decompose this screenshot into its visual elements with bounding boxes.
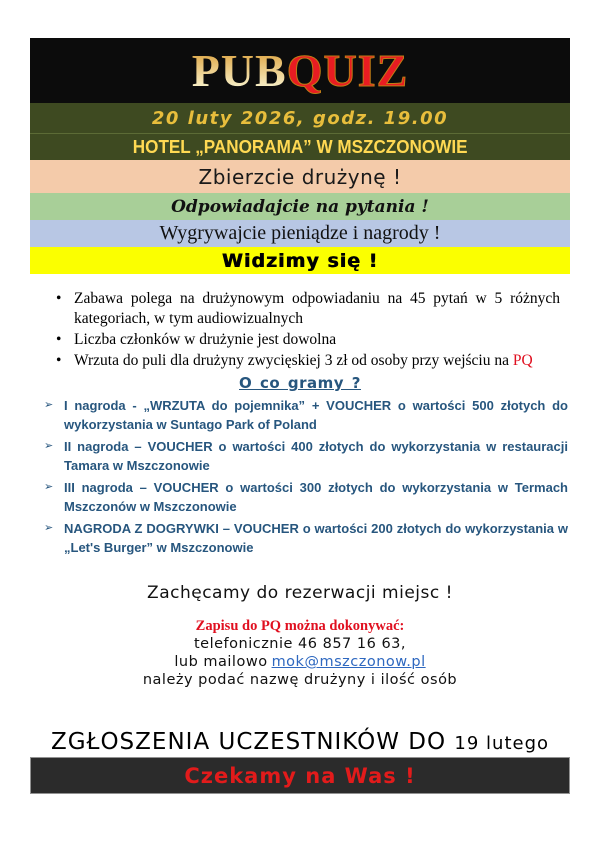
closing-text: Czekamy na Was ! bbox=[184, 763, 416, 788]
rule-text bbox=[74, 330, 560, 350]
phone-line: telefonicznie 46 857 16 63, bbox=[193, 636, 407, 652]
prize-item bbox=[44, 519, 568, 557]
answer-band bbox=[30, 193, 570, 220]
mail-prefix: lub mailowo bbox=[174, 654, 268, 670]
prizes-heading: O co gramy ? bbox=[239, 374, 361, 392]
answer-slogan: Odpowiadajcie na pytania ! bbox=[171, 196, 429, 217]
see-you-band bbox=[30, 247, 570, 274]
arrow-bullet-icon: ➢ bbox=[44, 522, 54, 534]
prize-item bbox=[44, 478, 568, 516]
arrow-bullet-icon: ➢ bbox=[44, 481, 54, 493]
prize-text: I nagroda - „WRZUTA do pojemnika” + VOUCHER o wartości 500 złotych do wykorzystania w Suntago Park of Poland bbox=[64, 398, 568, 432]
arrow-bullet-icon: ➢ bbox=[44, 440, 54, 452]
team-band bbox=[30, 160, 570, 193]
prize-text: III nagroda – VOUCHER o wartości 300 złotych do wykorzystania w Termach Mszczonów w Mszczonowie bbox=[64, 480, 568, 514]
rule-item bbox=[52, 330, 560, 350]
deadline-date: 19 lutego bbox=[454, 733, 550, 754]
event-venue: HOTEL „PANORAMA” W MSZCZONOWIE bbox=[132, 136, 468, 157]
reservation-invite: Zachęcamy do rezerwacji miejsc ! bbox=[147, 583, 453, 603]
rule-text-main: Liczba członków w drużynie jest dowolna bbox=[74, 331, 337, 348]
prize-text: NAGRODA Z DOGRYWKI – VOUCHER o wartości 200 złotych do wykorzystania w „Let's Burger” w Mszczonowie bbox=[64, 521, 568, 555]
prize-item bbox=[44, 437, 568, 475]
see-you-slogan: Widzimy się ! bbox=[221, 249, 379, 272]
win-slogan: Wygrywajcie pieniądze i nagrody ! bbox=[159, 222, 441, 244]
deadline-line bbox=[30, 729, 570, 755]
date-band bbox=[30, 103, 570, 133]
bullet-icon: • bbox=[56, 352, 62, 369]
rules-list bbox=[52, 289, 560, 371]
rule-text-main: Wrzuta do puli dla drużyny zwycięskiej 3 zł od osoby przy wejściu na bbox=[74, 352, 509, 369]
win-band bbox=[30, 220, 570, 247]
title-pub: PUB bbox=[191, 44, 287, 96]
rule-item bbox=[52, 351, 560, 371]
deadline-caps: ZGŁOSZENIA UCZESTNIKÓW DO bbox=[50, 729, 455, 755]
title-quiz: QUIZ bbox=[286, 44, 409, 96]
signup-heading: Zapisu do PQ można dokonywać: bbox=[195, 618, 405, 634]
poster-title bbox=[191, 44, 409, 96]
closing-banner bbox=[30, 757, 570, 794]
bullet-icon: • bbox=[56, 331, 62, 348]
event-date: 20 luty 2026, godz. 19.00 bbox=[151, 107, 449, 129]
mail-line bbox=[30, 653, 570, 671]
rule-text-main: Zabawa polega na drużynowym odpowiadaniu na 45 pytań w 5 różnych kategoriach, w tym audiowizualnych bbox=[74, 290, 560, 327]
rule-item bbox=[52, 289, 560, 329]
rule-text bbox=[74, 351, 560, 371]
arrow-bullet-icon: ➢ bbox=[44, 399, 54, 411]
prize-item bbox=[44, 396, 568, 434]
prize-text: II nagroda – VOUCHER o wartości 400 złotych do wykorzystania w restauracji Tamara w Mszczonowie bbox=[64, 439, 568, 473]
pubquiz-poster bbox=[30, 0, 570, 794]
rule-text-highlight: PQ bbox=[512, 352, 533, 369]
team-info-line: należy podać nazwę drużyny i ilość osób bbox=[142, 672, 458, 688]
prizes-list bbox=[44, 396, 568, 557]
venue-band bbox=[30, 133, 570, 160]
team-slogan: Zbierzcie drużynę ! bbox=[198, 164, 402, 189]
email-link[interactable]: mok@mszczonow.pl bbox=[271, 654, 426, 670]
bullet-icon: • bbox=[56, 290, 62, 307]
rule-text bbox=[74, 289, 560, 329]
header-banner bbox=[30, 38, 570, 103]
